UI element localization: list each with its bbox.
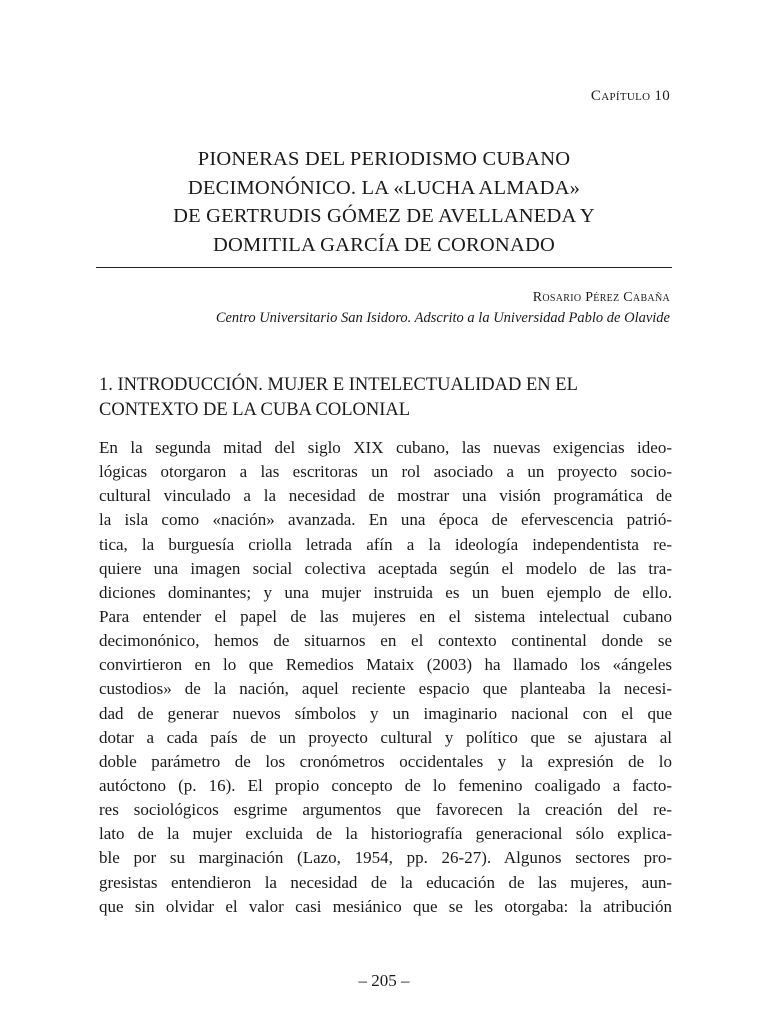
body-line: lato de la mujer excluida de la historiografía generacional sólo explica- — [99, 824, 672, 844]
section-heading — [99, 373, 672, 423]
title-line: DECIMONÓNICO. LA «LUCHA ALMADA» — [187, 176, 581, 199]
body-line: dotar a cada país de un proyecto cultural y político que se ajustara al — [99, 727, 672, 747]
body-line: diciones dominantes; y una mujer instruida es un buen ejemplo de ello. — [99, 582, 672, 602]
body-line: la isla como «nación» avanzada. En una época de efervescencia patrió- — [99, 510, 672, 530]
title-divider — [96, 267, 672, 268]
author-name: Rosario Pérez Cabaña — [532, 290, 670, 305]
body-line: ble por su marginación (Lazo, 1954, pp. 26-27). Algunos sectores pro- — [99, 848, 672, 868]
body-line: doble parámetro de los cronómetros occidentales y la expresión de lo — [99, 751, 672, 771]
body-line: dad de generar nuevos símbolos y un imaginario nacional con el que — [99, 703, 672, 723]
author-affiliation: Centro Universitario San Isidoro. Adscrito a la Universidad Pablo de Olavide — [215, 310, 670, 326]
body-line: res sociológicos esgrime argumentos que favorecen la creación del re- — [99, 800, 672, 820]
section-heading-line: 1. INTRODUCCIÓN. MUJER E INTELECTUALIDAD EN EL — [99, 375, 578, 395]
body-line: autóctono (p. 16). El propio concepto de lo femenino coaligado a facto- — [99, 775, 672, 795]
body-line: cultural vinculado a la necesidad de mostrar una visión programática de — [99, 486, 672, 506]
title-line: DOMITILA GARCÍA DE CORONADO — [213, 233, 555, 256]
body-line: convirtieron en lo que Remedios Mataix (2003) ha llamado los «ángeles — [99, 655, 672, 675]
page-number: – 205 – — [358, 971, 410, 990]
body-line: que sin olvidar el valor casi mesiánico que se les otorgaba: la atribución — [99, 896, 672, 916]
body-line: Para entender el papel de las mujeres en el sistema intelectual cubano — [99, 606, 672, 626]
title-line: DE GERTRUDIS GÓMEZ DE AVELLANEDA Y — [173, 205, 595, 227]
body-line: custodios» de la nación, aquel reciente espacio que planteaba la necesi- — [99, 679, 672, 699]
body-line: gresistas entendieron la necesidad de la educación de las mujeres, aun- — [99, 872, 672, 892]
section-heading-line: CONTEXTO DE LA CUBA COLONIAL — [99, 400, 411, 420]
title-line: PIONERAS DEL PERIODISMO CUBANO — [197, 148, 571, 170]
body-line: tica, la burguesía criolla letrada afín a la ideología independentista re- — [99, 534, 672, 554]
body-line: lógicas otorgaron a las escritoras un rol asociado a un proyecto socio- — [99, 462, 672, 482]
body-line: quiere una imagen social colectiva aceptada según el modelo de las tra- — [99, 558, 672, 578]
chapter-header: Capítulo 10 — [590, 88, 670, 104]
body-text — [99, 436, 672, 919]
article-title — [96, 145, 672, 259]
body-line: En la segunda mitad del siglo XIX cubano, las nuevas exigencias ideo- — [99, 438, 672, 457]
body-line: decimonónico, hemos de situarnos en el contexto continental donde se — [99, 631, 672, 651]
